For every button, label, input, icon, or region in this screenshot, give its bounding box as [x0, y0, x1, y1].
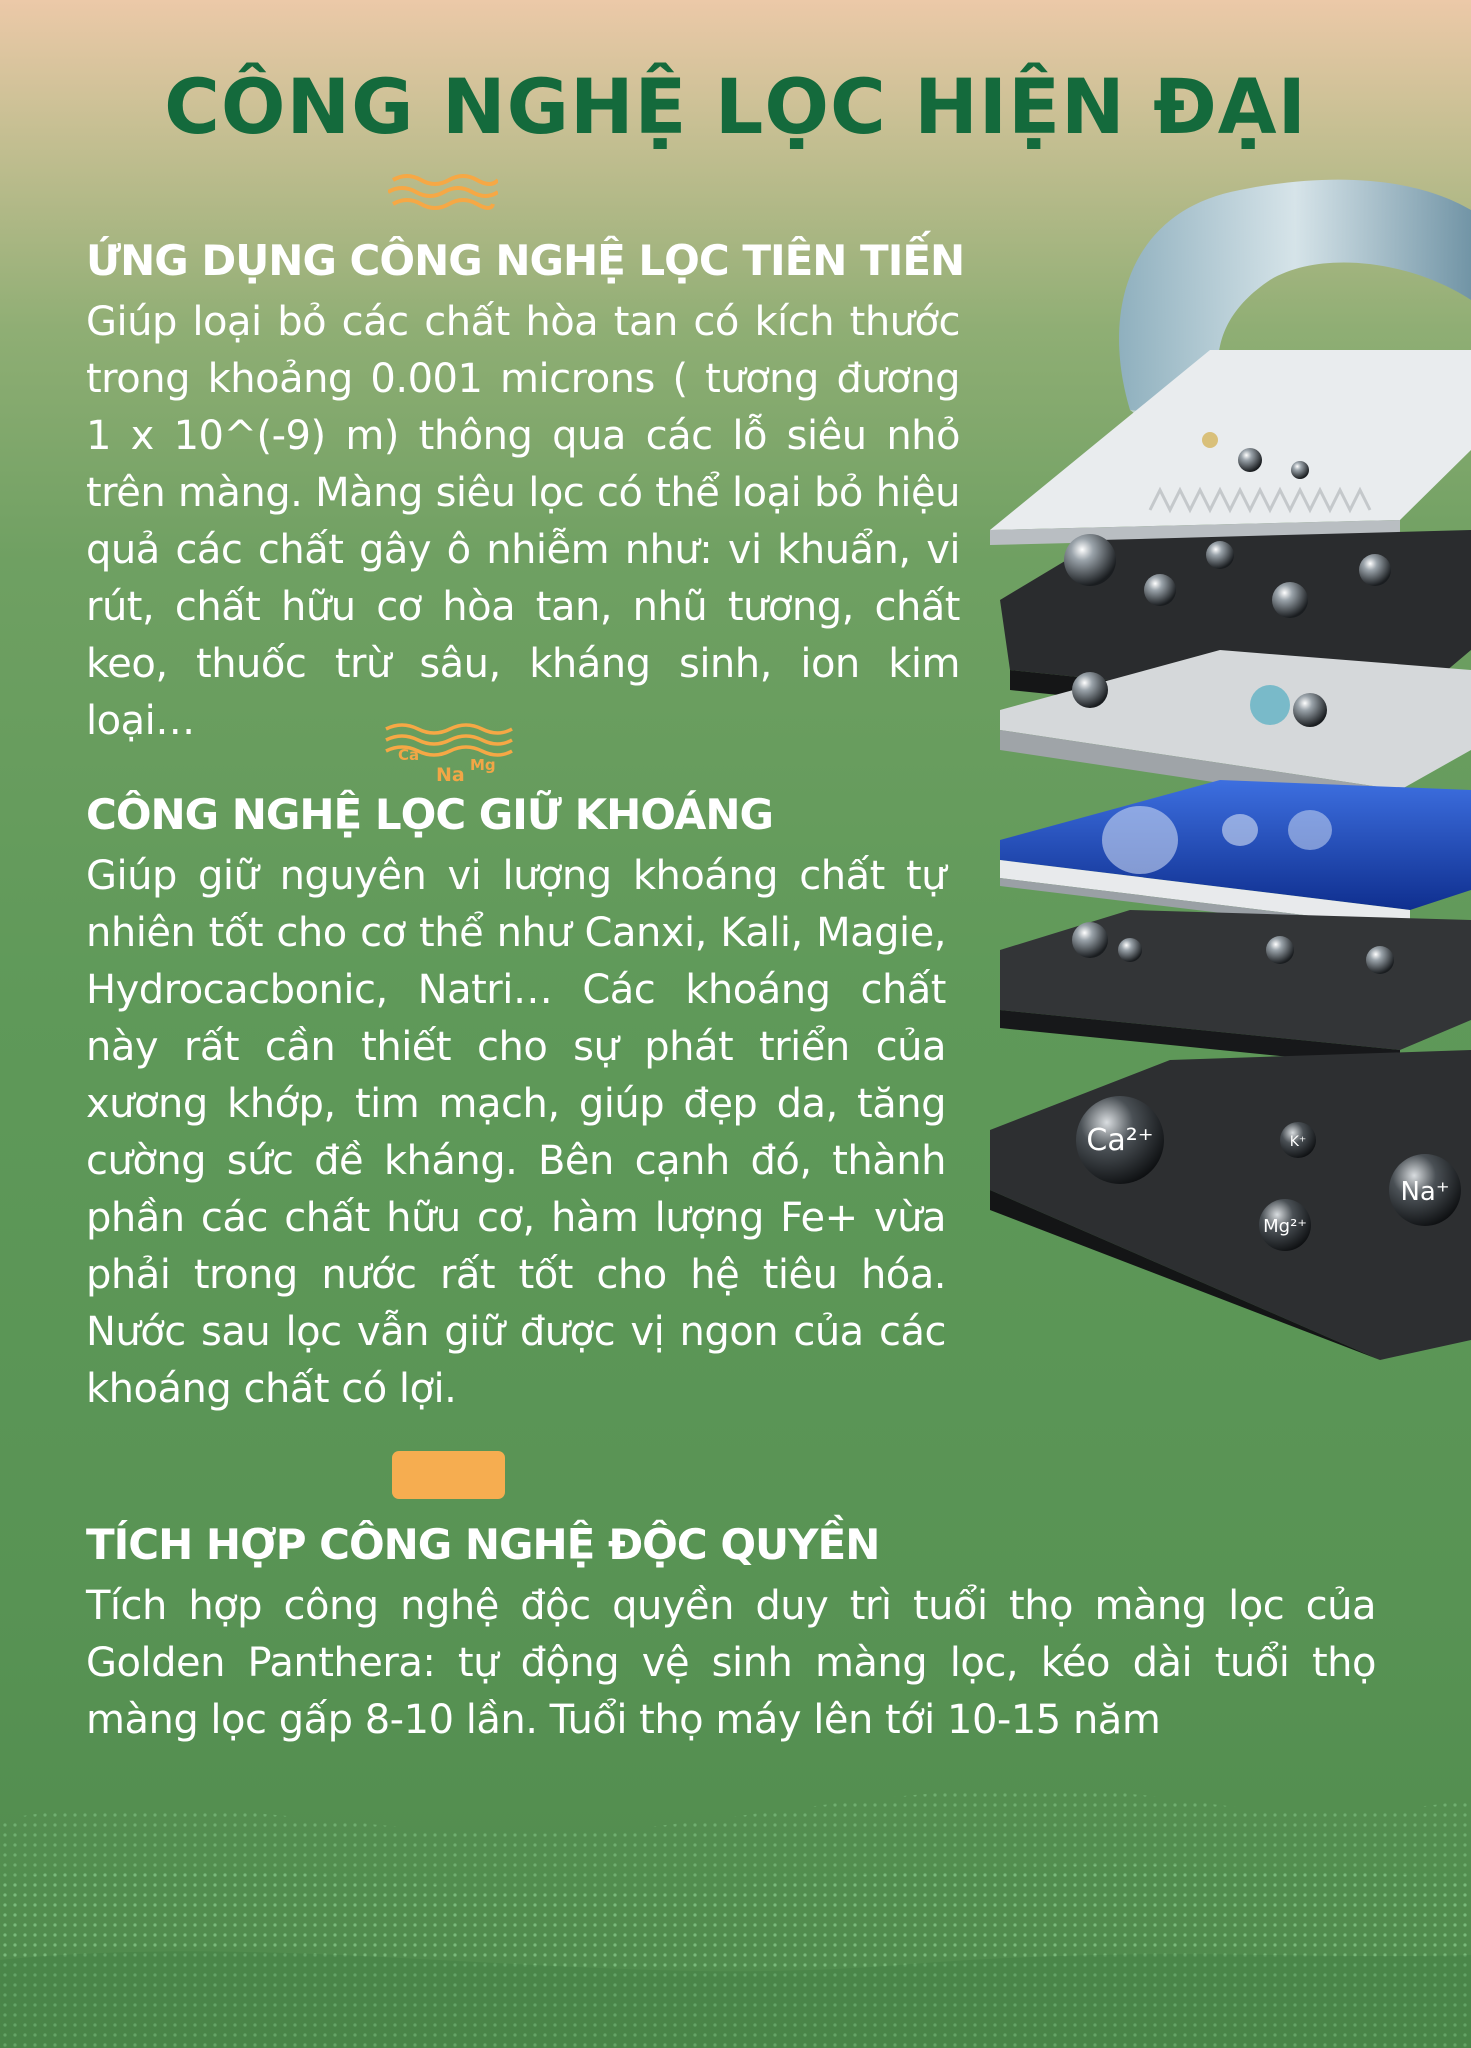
- ion-label-na: Na⁺: [1400, 1177, 1450, 1207]
- ion-label-mg: Mg²⁺: [1263, 1216, 1307, 1237]
- mineral-label-na: Na: [436, 764, 465, 786]
- ion-label-ca: Ca²⁺: [1086, 1123, 1154, 1158]
- filter-layers-illustration: [980, 150, 1471, 1360]
- section-heading-advanced-filter: ỨNG DỤNG CÔNG NGHỆ LỌC TIÊN TIẾN: [86, 236, 965, 285]
- ion-label-k: K⁺: [1289, 1134, 1307, 1150]
- digital-ground-decoration: [0, 1760, 1471, 2048]
- section-body-advanced-filter: Giúp loại bỏ các chất hòa tan có kích thước trong khoảng 0.001 microns ( tương đương 1 x 10^(-9) m) thông qua các lỗ siêu nhỏ trên màng. Màng siêu lọc có thể loại bỏ hiệu quả các chất gây ô nhiễm như: vi khuẩn, vi rút, chất hữu cơ hòa tan, nhũ tương, chất keo, thuốc trừ sâu, kháng sinh, ion kim loại…: [86, 299, 960, 744]
- mineral-label-ca: Ca: [398, 746, 420, 764]
- wave-icon: [388, 172, 498, 212]
- section-heading-exclusive-tech: TÍCH HỢP CÔNG NGHỆ ĐỘC QUYỀN: [86, 1520, 880, 1569]
- section-body-exclusive-tech: Tích hợp công nghệ độc quyền duy trì tuổi thọ màng lọc của Golden Panthera: tự động vệ sinh màng lọc, kéo dài tuổi thọ màng lọc gấp 8-10 lần. Tuổi thọ máy lên tới 10-15 năm: [86, 1583, 1376, 1743]
- section-heading-mineral-filter: CÔNG NGHỆ LỌC GIỮ KHOÁNG: [86, 790, 773, 839]
- section-body-mineral-filter: Giúp giữ nguyên vi lượng khoáng chất tự nhiên tốt cho cơ thể như Canxi, Kali, Magie, Hydrocacbonic, Natri… Các khoáng chất này rất cần thiết cho sự phát triển của xương khớp, tim mạch, giúp đẹp da, tăng cường sức đề kháng. Bên cạnh đó, thành phần các chất hữu cơ, hàm lượng Fe+ vừa phải trong nước rất tốt cho hệ tiêu hóa. Nước sau lọc vẫn giữ được vị ngon của các khoáng chất có lợi.: [86, 853, 946, 1412]
- accent-badge-icon: [392, 1451, 505, 1499]
- page-title: CÔNG NGHỆ LỌC HIỆN ĐẠI: [164, 62, 1307, 151]
- mineral-label-mg: Mg: [470, 756, 496, 774]
